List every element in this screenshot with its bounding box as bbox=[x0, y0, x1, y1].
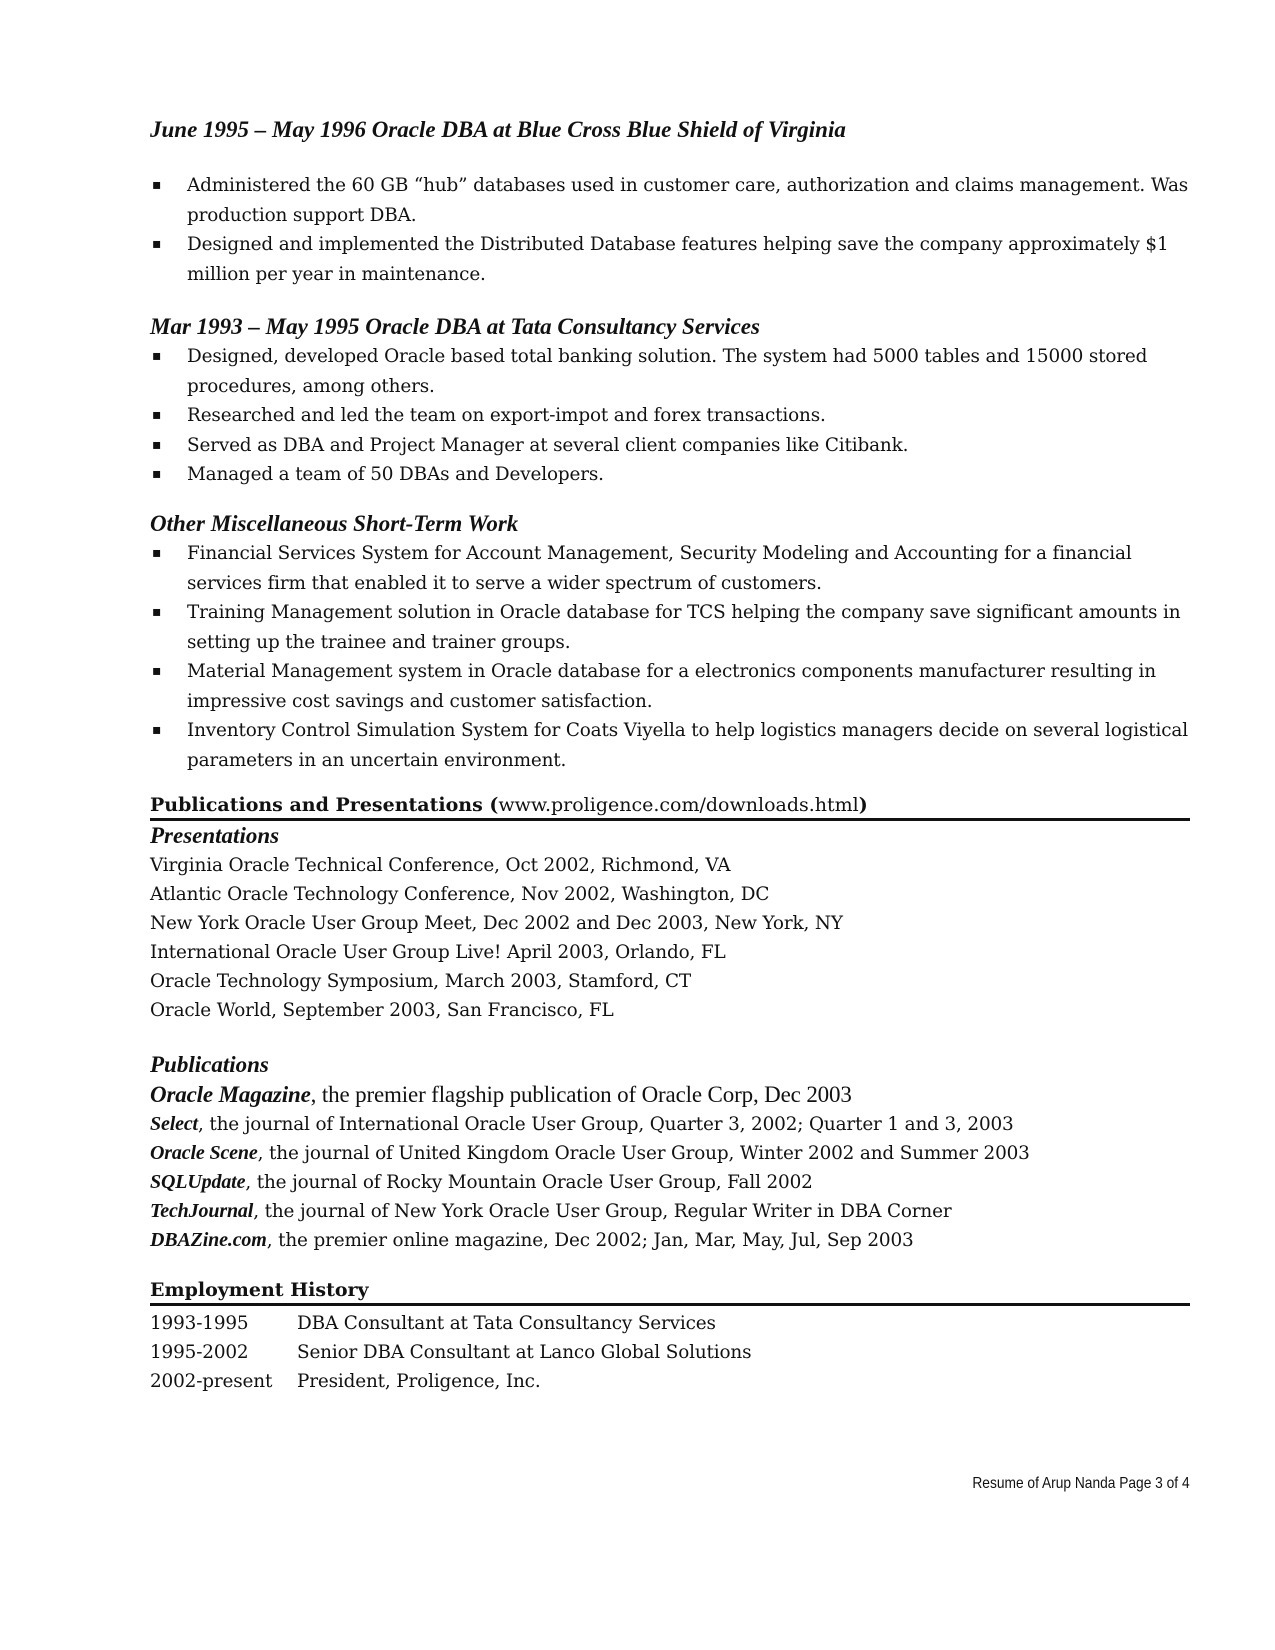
publication-name: Select bbox=[150, 1113, 198, 1135]
bullet-item bbox=[150, 171, 1190, 230]
employment-years: 2002-present bbox=[150, 1371, 273, 1392]
bullet-marker: ▪ bbox=[152, 466, 162, 482]
bullet-item bbox=[150, 460, 1190, 490]
publication-detail: , the premier flagship publication of Oracle Corp, Dec 2003 bbox=[310, 1082, 852, 1107]
publication-detail: , the journal of International Oracle User Group, Quarter 3, 2002; Quarter 1 and 3, 2003 bbox=[197, 1114, 1014, 1135]
publication-detail: , the journal of United Kingdom Oracle User Group, Winter 2002 and Summer 2003 bbox=[257, 1143, 1030, 1164]
url-paren-close: ) bbox=[858, 794, 868, 816]
bullet-marker: ▪ bbox=[152, 604, 162, 620]
publication-item bbox=[150, 1197, 1190, 1226]
publication-item bbox=[150, 1080, 1190, 1110]
presentation-item: New York Oracle User Group Meet, Dec 2002 and Dec 2003, New York, NY bbox=[150, 913, 843, 934]
bullet-text: Designed and implemented the Distributed Database features helping save the company approximately $1 million per year in maintenance. bbox=[187, 234, 1169, 285]
bullet-item bbox=[150, 401, 1190, 431]
publications-section bbox=[150, 792, 1190, 1255]
job-section-bcbs bbox=[150, 115, 1190, 289]
employment-section bbox=[150, 1277, 1190, 1396]
presentation-item: International Oracle User Group Live! April 2003, Orlando, FL bbox=[150, 942, 726, 963]
publications-list bbox=[150, 1080, 1190, 1255]
bullet-text: Designed, developed Oracle based total banking solution. The system had 5000 tables and 15000 stored procedures, among others. bbox=[187, 346, 1148, 397]
bullet-marker: ▪ bbox=[152, 436, 162, 453]
publications-heading: Publications bbox=[150, 1052, 269, 1077]
employment-row bbox=[150, 1367, 1190, 1396]
publication-item bbox=[150, 1168, 1190, 1197]
job-section-tcs bbox=[150, 312, 1190, 490]
downloads-link[interactable]: www.proligence.com/downloads.html bbox=[498, 794, 859, 816]
bullet-item bbox=[150, 342, 1190, 401]
bullet-marker: ▪ bbox=[152, 407, 162, 423]
presentation-item: Virginia Oracle Technical Conference, Oct 2002, Richmond, VA bbox=[150, 855, 731, 876]
bullet-marker: ▪ bbox=[152, 348, 162, 364]
section-heading-text: Publications and Presentations bbox=[150, 794, 483, 816]
publication-name: Oracle Magazine bbox=[150, 1082, 311, 1107]
publication-detail: , the journal of Rocky Mountain Oracle User Group, Fall 2002 bbox=[245, 1172, 813, 1193]
bullet-item bbox=[150, 657, 1190, 716]
bullet-text: Served as DBA and Project Manager at several client companies like Citibank. bbox=[187, 434, 909, 456]
bullet-text: Managed a team of 50 DBAs and Developers. bbox=[187, 464, 604, 485]
bullet-text: Material Management system in Oracle database for a electronics components manufacturer resulting in impressive cost savings and customer satisfaction. bbox=[187, 661, 1156, 712]
job-title: June 1995 – May 1996 Oracle DBA at Blue Cross Blue Shield of Virginia bbox=[150, 117, 846, 142]
presentation-item: Atlantic Oracle Technology Conference, Nov 2002, Washington, DC bbox=[150, 884, 770, 905]
bullet-text: Inventory Control Simulation System for Coats Viyella to help logistics managers decide on several logistical parameters in an uncertain environment. bbox=[187, 720, 1188, 771]
bullet-item bbox=[150, 716, 1190, 775]
publication-detail: , the journal of New York Oracle User Group, Regular Writer in DBA Corner bbox=[253, 1201, 952, 1222]
bullet-item bbox=[150, 598, 1190, 657]
job-title: Other Miscellaneous Short-Term Work bbox=[150, 511, 519, 536]
publication-item bbox=[150, 1139, 1190, 1168]
job-section-misc bbox=[150, 509, 1190, 775]
bullet-marker: ▪ bbox=[152, 177, 162, 193]
publication-name: Oracle Scene bbox=[150, 1142, 258, 1164]
employment-years: 1993-1995 bbox=[150, 1313, 249, 1334]
presentations-list bbox=[150, 851, 1190, 1025]
presentations-heading: Presentations bbox=[150, 823, 280, 848]
employment-years: 1995-2002 bbox=[150, 1342, 249, 1363]
employment-table bbox=[150, 1309, 1190, 1396]
presentation-item: Oracle World, September 2003, San Francisco, FL bbox=[150, 1000, 614, 1021]
bullet-text: Training Management solution in Oracle database for TCS helping the company save significant amounts in setting up the trainee and trainer groups. bbox=[187, 602, 1181, 653]
url-paren-open: ( bbox=[489, 794, 499, 816]
publication-name: TechJournal bbox=[150, 1200, 254, 1222]
publication-detail: , the premier online magazine, Dec 2002; Jan, Mar, May, Jul, Sep 2003 bbox=[266, 1230, 914, 1251]
resume-page bbox=[150, 0, 1190, 1650]
bullet-marker: ▪ bbox=[152, 236, 162, 252]
bullet-item bbox=[150, 539, 1190, 598]
job-bullets bbox=[150, 342, 1190, 490]
bullet-text: Administered the 60 GB “hub” databases used in customer care, authorization and claims management. Was production support DBA. bbox=[187, 175, 1189, 226]
bullet-text: Researched and led the team on export-impot and forex transactions. bbox=[187, 405, 826, 426]
bullet-marker: ▪ bbox=[152, 722, 162, 738]
job-title: Mar 1993 – May 1995 Oracle DBA at Tata Consultancy Services bbox=[150, 314, 760, 339]
employment-row bbox=[150, 1338, 1190, 1367]
publication-item bbox=[150, 1110, 1190, 1139]
presentation-item: Oracle Technology Symposium, March 2003, Stamford, CT bbox=[150, 971, 692, 992]
publication-item bbox=[150, 1226, 1190, 1255]
bullet-item bbox=[150, 230, 1190, 289]
bullet-text: Financial Services System for Account Management, Security Modeling and Accounting for a financial services firm that enabled it to serve a wider spectrum of customers. bbox=[187, 543, 1132, 594]
bullet-item bbox=[150, 431, 1190, 461]
section-heading: Employment History bbox=[150, 1277, 1190, 1306]
employment-role: President, Proligence, Inc. bbox=[297, 1371, 541, 1392]
employment-row bbox=[150, 1309, 1190, 1338]
bullet-marker: ▪ bbox=[152, 545, 162, 561]
bullet-marker: ▪ bbox=[152, 663, 162, 679]
job-bullets bbox=[150, 171, 1190, 289]
employment-role: DBA Consultant at Tata Consultancy Services bbox=[297, 1313, 716, 1334]
job-bullets bbox=[150, 539, 1190, 775]
publication-name: SQLUpdate bbox=[150, 1171, 246, 1193]
section-heading bbox=[150, 792, 1190, 821]
publication-name: DBAZine.com bbox=[150, 1229, 267, 1251]
employment-role: Senior DBA Consultant at Lanco Global Solutions bbox=[297, 1342, 752, 1363]
page-footer: Resume of Arup Nanda Page 3 of 4 bbox=[972, 1475, 1190, 1492]
